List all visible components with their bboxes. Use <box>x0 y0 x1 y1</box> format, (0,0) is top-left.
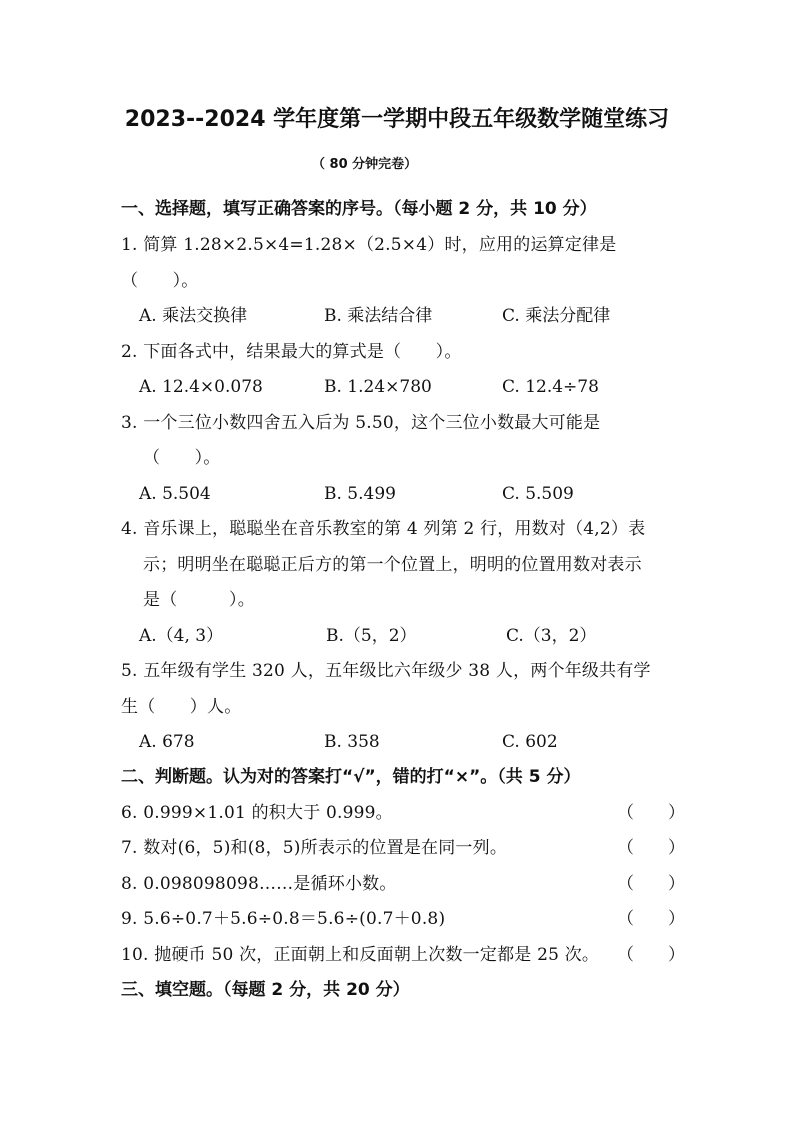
question-1-line-1: 1. 简算 1.28×2.5×4=1.28×（2.5×4）时，应用的运算定律是 <box>121 235 617 255</box>
question-3-line-2: （ ）。 <box>143 448 221 468</box>
question-5-option-a: A. 678 <box>139 732 195 752</box>
question-3-option-a: A. 5.504 <box>139 484 211 504</box>
question-4-line-1: 4. 音乐课上，聪聪坐在音乐教室的第 4 列第 2 行，用数对（4,2）表 <box>121 519 646 539</box>
page-title: 2023--2024 学年度第一学期中段五年级数学随堂练习 <box>124 107 670 132</box>
judgement-item-6: 6. 0.999×1.01 的积大于 0.999。 <box>121 803 393 823</box>
answer-paren-8: （ ） <box>617 874 685 894</box>
question-2-option-c: C. 12.4÷78 <box>502 377 599 397</box>
question-4-option-b: B.（5，2） <box>326 626 417 646</box>
answer-paren-9: （ ） <box>617 909 685 929</box>
exam-duration: （ 80 分钟完卷） <box>312 157 418 172</box>
section-2-heading: 二、判断题。认为对的答案打“√”，错的打“×”。（共 5 分） <box>121 767 581 787</box>
question-2-option-a: A. 12.4×0.078 <box>139 377 263 397</box>
question-5-option-c: C. 602 <box>502 732 558 752</box>
question-1-option-b: B. 乘法结合律 <box>324 306 433 326</box>
judgement-item-8: 8. 0.098098098……是循环小数。 <box>121 874 397 894</box>
question-4-option-a: A.（4, 3） <box>139 626 224 646</box>
question-3-option-b: B. 5.499 <box>324 484 396 504</box>
question-2-line-1: 2. 下面各式中，结果最大的算式是（ ）。 <box>121 342 462 362</box>
question-5-line-2: 生（ ）人。 <box>121 697 242 717</box>
question-1-line-2: （ ）。 <box>121 271 199 291</box>
question-4-line-2: 示；明明坐在聪聪正后方的第一个位置上，明明的位置用数对表示 <box>143 555 642 575</box>
section-3-heading: 三、填空题。（每题 2 分，共 20 分） <box>121 980 410 1000</box>
question-5-option-b: B. 358 <box>324 732 380 752</box>
answer-paren-6: （ ） <box>617 803 685 823</box>
answer-paren-10: （ ） <box>617 945 685 965</box>
question-3-line-1: 3. 一个三位小数四舍五入后为 5.50，这个三位小数最大可能是 <box>121 413 601 433</box>
question-1-option-a: A. 乘法交换律 <box>139 306 248 326</box>
judgement-item-10: 10. 抛硬币 50 次，正面朝上和反面朝上次数一定都是 25 次。 <box>121 945 600 965</box>
question-4-option-c: C.（3，2） <box>506 626 597 646</box>
judgement-item-7: 7. 数对(6，5)和(8，5)所表示的位置是在同一列。 <box>121 838 508 858</box>
question-5-line-1: 5. 五年级有学生 320 人，五年级比六年级少 38 人，两个年级共有学 <box>121 661 651 681</box>
answer-paren-7: （ ） <box>617 838 685 858</box>
question-4-line-3: 是（ ）。 <box>143 590 255 610</box>
judgement-item-9: 9. 5.6÷0.7＋5.6÷0.8＝5.6÷(0.7＋0.8) <box>121 909 446 929</box>
question-3-option-c: C. 5.509 <box>502 484 574 504</box>
question-1-option-c: C. 乘法分配律 <box>502 306 611 326</box>
section-1-heading: 一、选择题，填写正确答案的序号。（每小题 2 分，共 10 分） <box>121 199 597 219</box>
question-2-option-b: B. 1.24×780 <box>324 377 432 397</box>
